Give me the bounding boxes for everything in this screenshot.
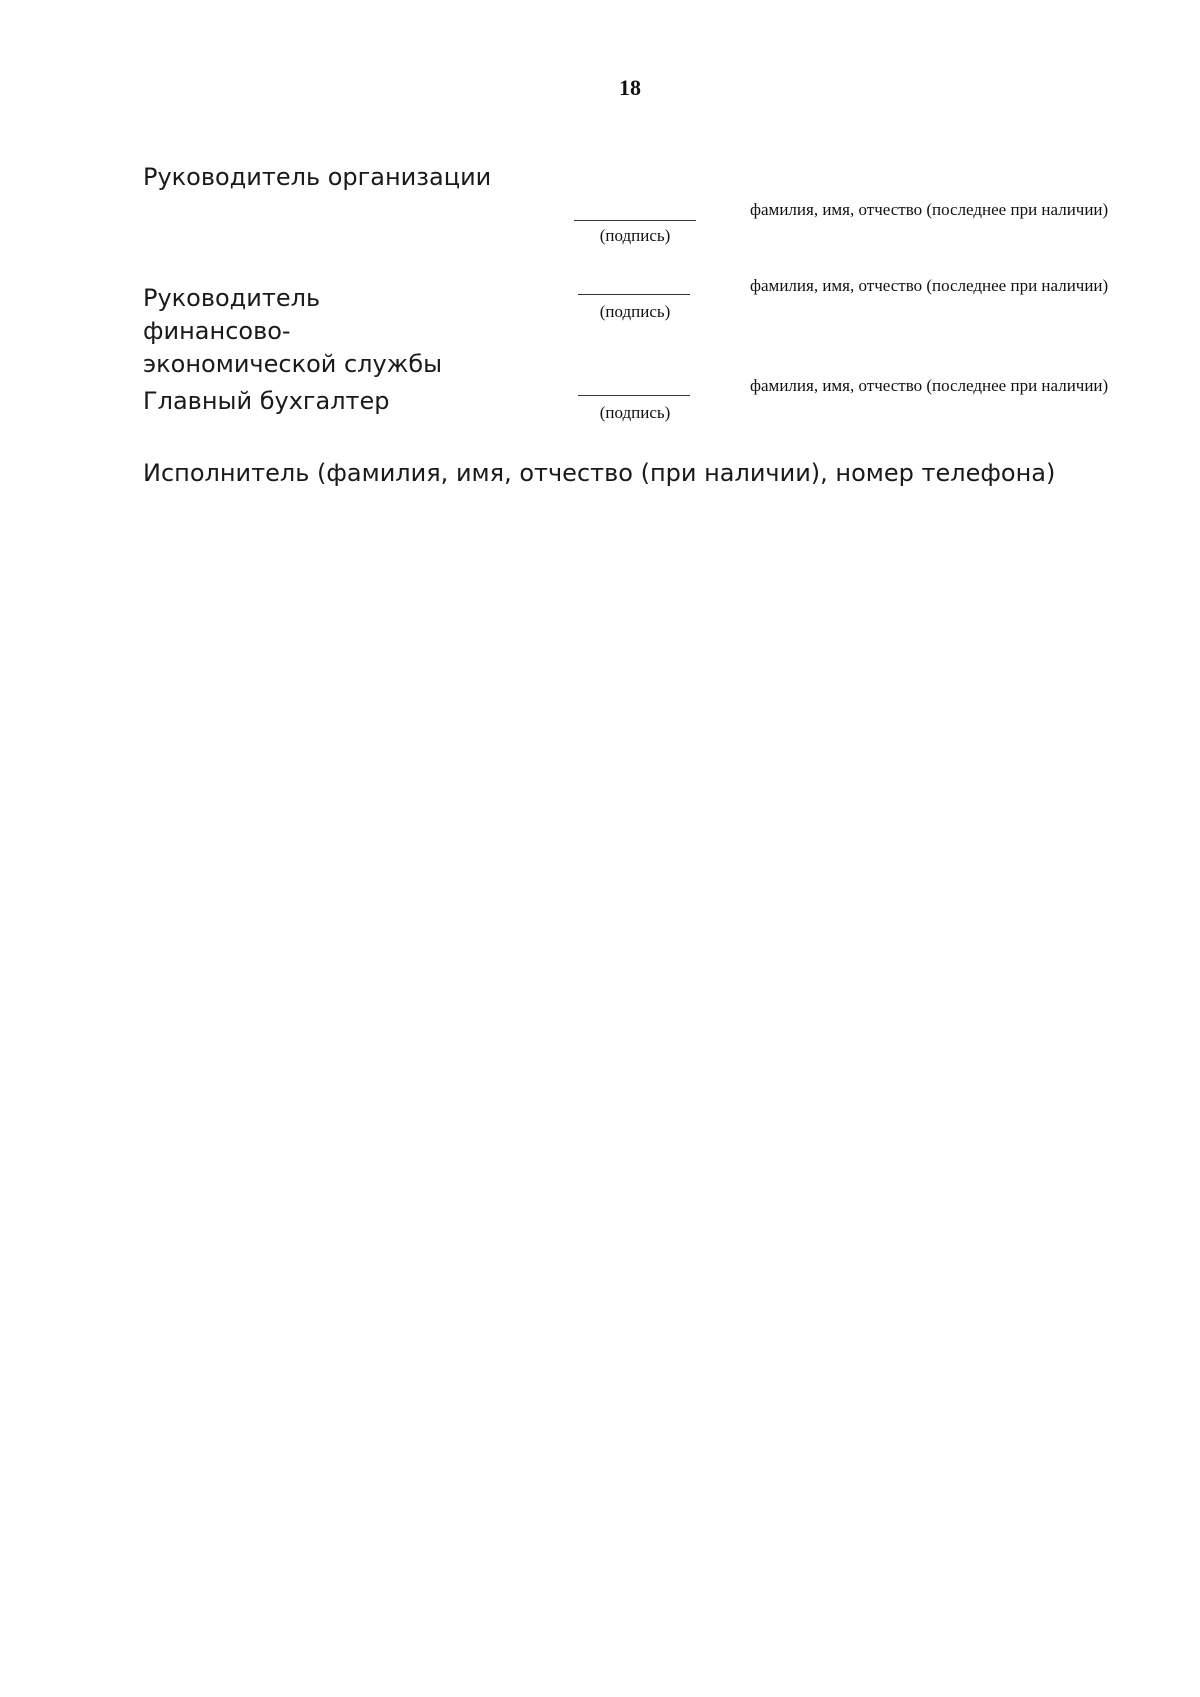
signature-line[interactable] bbox=[578, 395, 690, 396]
name-caption: фамилия, имя, отчество (последнее при наличии) bbox=[750, 200, 1109, 219]
role-label: Главный бухгалтер bbox=[143, 387, 390, 415]
executor-line: Исполнитель (фамилия, имя, отчество (при наличии), номер телефона) bbox=[143, 459, 1056, 487]
signature-caption: (подпись) bbox=[599, 302, 671, 321]
signature-line[interactable] bbox=[578, 294, 690, 295]
signature-line[interactable] bbox=[574, 220, 696, 221]
signature-caption: (подпись) bbox=[599, 226, 671, 245]
page-number: 18 bbox=[619, 75, 641, 100]
name-caption: фамилия, имя, отчество (последнее при наличии) bbox=[750, 376, 1109, 395]
role-label: Руководитель организации bbox=[143, 163, 492, 191]
name-caption: фамилия, имя, отчество (последнее при наличии) bbox=[750, 276, 1109, 295]
role-label: Руководитель финансово-экономической службы bbox=[143, 284, 443, 378]
signature-caption: (подпись) bbox=[599, 403, 671, 422]
